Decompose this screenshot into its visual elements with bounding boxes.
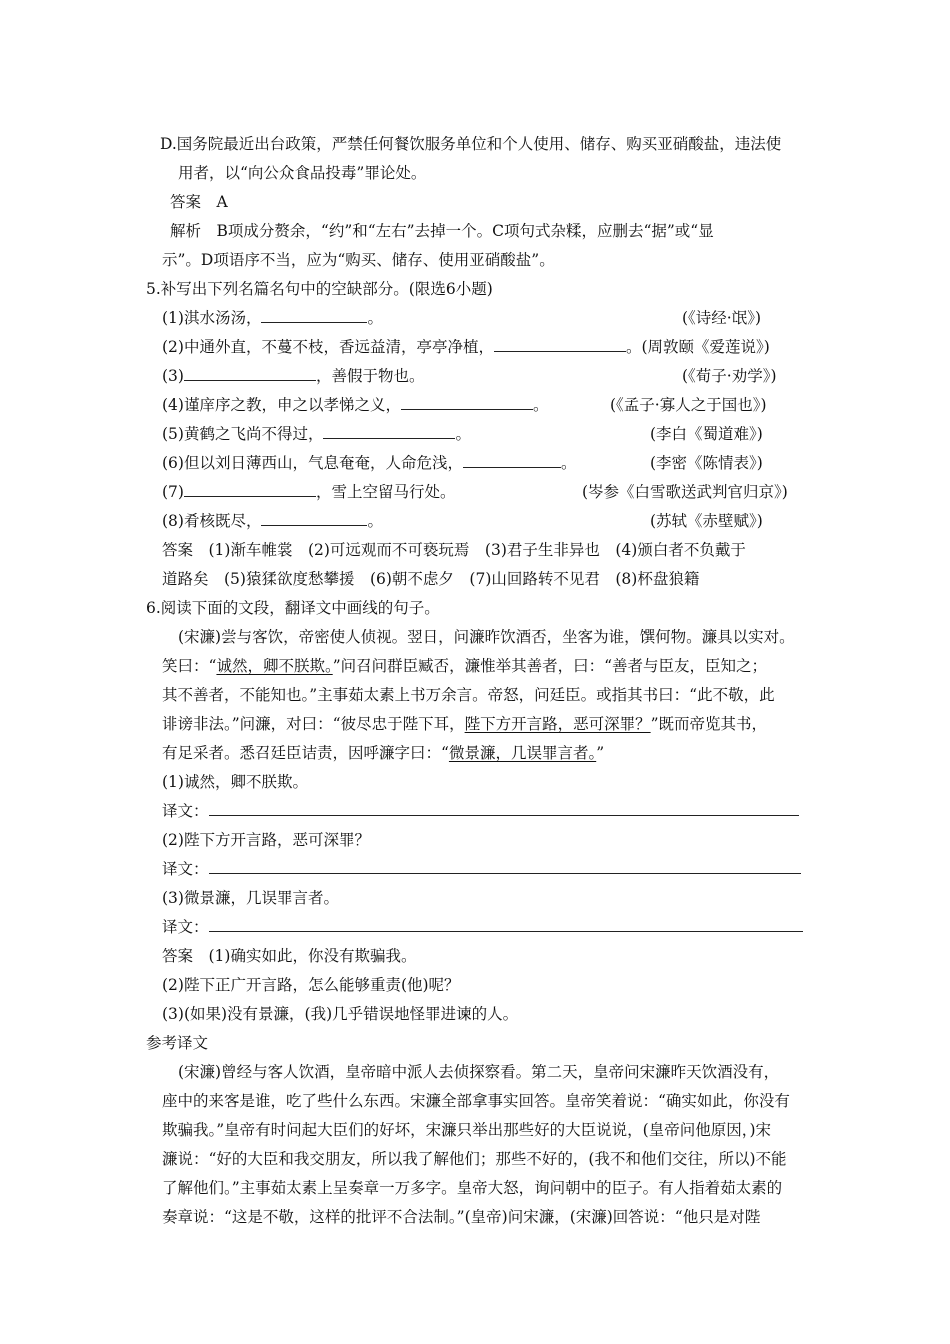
q5-item-text: 。: [367, 309, 383, 327]
q6-passage-line: [162, 710, 767, 739]
q5-item: [162, 478, 455, 507]
q5-answer-line2: 道路矣 (5)猿猱欲度愁攀援 (6)朝不虑夕 (7)山回路转不见君 (8)杯盘狼籍: [162, 570, 700, 588]
translation-row-2: [162, 855, 801, 884]
fill-blank[interactable]: [401, 391, 533, 410]
reference-translation-line: 欺骗我。”皇帝有时问起大臣们的好坏，宋濂只举出那些好的大臣说说，(皇帝问他原因，)宋: [162, 1121, 772, 1139]
q5-item-source: (苏轼《赤壁赋》): [650, 512, 763, 530]
fill-blank[interactable]: [261, 304, 367, 323]
fill-blank[interactable]: [184, 362, 316, 381]
fill-blank[interactable]: [261, 507, 367, 526]
q5-item-text: 。: [532, 396, 549, 414]
passage-text: 笑曰：“: [162, 657, 217, 675]
q4-answer: 答案 A: [170, 193, 228, 211]
q6-answer-2: (2)陛下正广开言路，怎么能够重责(他)呢？: [162, 976, 460, 994]
translation-answer-line[interactable]: [209, 857, 801, 874]
q5-item: [162, 420, 471, 449]
reference-translation-line: 座中的来客是谁，吃了些什么东西。宋濂全部拿事实回答。皇帝笑着说：“确实如此，你没有: [162, 1092, 790, 1110]
q6-sub-question-3: (3)微景濂，几误罪言者。: [162, 889, 339, 907]
q5-item-text: (7): [162, 483, 184, 501]
q5-item-source: (岑参《白雪歌送武判官归京》): [582, 483, 788, 501]
q5-item-text: (3): [162, 367, 184, 385]
q5-item-source: (李密《陈情表》): [650, 454, 763, 472]
translation-row-1: [162, 797, 799, 826]
q6-passage-line: [162, 652, 767, 681]
q5-item: [162, 333, 770, 362]
translation-answer-line[interactable]: [209, 915, 803, 932]
q5-item: [162, 507, 383, 536]
passage-text: ”问召问群臣臧否，濂惟举其善者，曰：“善者与臣友，臣知之；: [332, 657, 768, 675]
q5-item-text: ，善假于物也。: [315, 367, 425, 385]
q5-item-text: (8)肴核既尽，: [162, 512, 262, 530]
q5-item-text: 。: [625, 338, 642, 356]
passage-text: ”既而帝览其书，: [650, 715, 768, 733]
q5-item-text: 。: [367, 512, 383, 530]
q5-item-text: (1)淇水汤汤，: [162, 309, 262, 327]
q5-item-text: (6)但以刘日薄西山，气息奄奄，人命危浅，: [162, 454, 463, 472]
q5-item: [162, 391, 548, 420]
q5-item: [162, 304, 383, 333]
q5-item-text: (2)中通外直，不蔓不枝，香远益清，亭亭净植，: [162, 338, 494, 356]
q6-sub-question-2: (2)陛下方开言路，恶可深罪？: [162, 831, 370, 849]
passage-text: ”: [596, 744, 605, 762]
passage-text: 诽谤非法。”问濂，对曰：“彼尽忠于陛下耳，: [162, 715, 465, 733]
q6-title: 6.阅读下面的文段，翻译文中画线的句子。: [146, 599, 440, 617]
fill-blank[interactable]: [494, 333, 626, 352]
q4-analysis-line2: 示”。D项语序不当，应为“购买、储存、使用亚硝酸盐”。: [162, 251, 555, 269]
reference-translation-line: 了解他们。”主事茹太素上呈奏章一万多字。皇帝大怒，询问朝中的臣子。有人指着茹太素的: [162, 1179, 783, 1197]
translation-label: 译文：: [162, 860, 209, 878]
q5-item-source: (《孟子·寡人之于国也》): [610, 396, 767, 414]
q5-item-text: 。: [560, 454, 577, 472]
passage-text: 有足采者。悉召廷臣诘责，因呼濂字曰：“: [162, 744, 449, 762]
q5-item-source: (周敦颐《爱莲说》): [641, 338, 770, 356]
q5-item-text: (4)谨庠序之教，申之以孝悌之义，: [162, 396, 401, 414]
q5-title: 5.补写出下列名篇名句中的空缺部分。(限选6小题): [146, 280, 493, 298]
underlined-sentence-1: 诚然，卿不朕欺。: [216, 657, 333, 675]
fill-blank[interactable]: [184, 478, 316, 497]
translation-answer-line[interactable]: [209, 799, 799, 816]
translation-label: 译文：: [162, 918, 209, 936]
q5-item-text: ，雪上空留马行处。: [315, 483, 456, 501]
q6-passage-line: [162, 739, 604, 768]
q5-item: [162, 449, 576, 478]
q5-item-text: (5)黄鹤之飞尚不得过，: [162, 425, 324, 443]
underlined-sentence-3: 微景濂，几误罪言者。: [448, 744, 597, 762]
q6-answer-3: (3)(如果)没有景濂，(我)几乎错误地怪罪进谏的人。: [162, 1005, 519, 1023]
reference-translation-title: 参考译文: [146, 1034, 209, 1052]
reference-translation-line: 奏章说：“这是不敬，这样的批评不合法制。”(皇帝)问宋濂，(宋濂)回答说：“他只是对陛: [162, 1208, 761, 1226]
q4-option-d-line1: D.国务院最近出台政策，严禁任何餐饮服务单位和个人使用、储存、购买亚硝酸盐，违法使: [160, 135, 782, 153]
q6-sub-question-1: (1)诚然，卿不朕欺。: [162, 773, 308, 791]
q6-passage-line: 其不善者，不能知也。”主事茹太素上书万余言。帝怒，问廷臣。或指其书曰：“此不敬，此: [162, 686, 775, 704]
q6-passage-line: (宋濂)尝与客饮，帝密使人侦视。翌日，问濂昨饮酒否，坐客为谁，馔何物。濂具以实对。: [178, 628, 795, 646]
fill-blank[interactable]: [463, 449, 561, 468]
translation-label: 译文：: [162, 802, 209, 820]
q5-item-source: (李白《蜀道难》): [650, 425, 763, 443]
q5-item-text: 。: [455, 425, 471, 443]
fill-blank[interactable]: [323, 420, 455, 439]
q5-item-source: (《荀子·劝学》): [682, 367, 777, 385]
q6-answer-1: 答案 (1)确实如此，你没有欺骗我。: [162, 947, 417, 965]
q5-item-source: (《诗经·氓》): [682, 309, 762, 327]
translation-row-3: [162, 913, 803, 942]
underlined-sentence-2: 陛下方开言路，恶可深罪？: [464, 715, 651, 733]
reference-translation-line: (宋濂)曾经与客人饮酒，皇帝暗中派人去侦探察看。第二天，皇帝问宋濂昨天饮酒没有，: [178, 1063, 780, 1081]
q5-item: [162, 362, 424, 391]
reference-translation-line: 濂说：“好的大臣和我交朋友，所以我了解他们；那些不好的，(我不和他们交往，所以)不能: [162, 1150, 787, 1168]
q4-analysis-line1: 解析 B项成分赘余，“约”和“左右”去掉一个。C项句式杂糅，应删去“据”或“显: [170, 222, 714, 240]
q5-answer-line1: 答案 (1)渐车帷裳 (2)可远观而不可亵玩焉 (3)君子生非异也 (4)颁白者不负戴于: [162, 541, 746, 559]
q4-option-d-line2: 用者，以“向公众食品投毒”罪论处。: [178, 164, 427, 182]
